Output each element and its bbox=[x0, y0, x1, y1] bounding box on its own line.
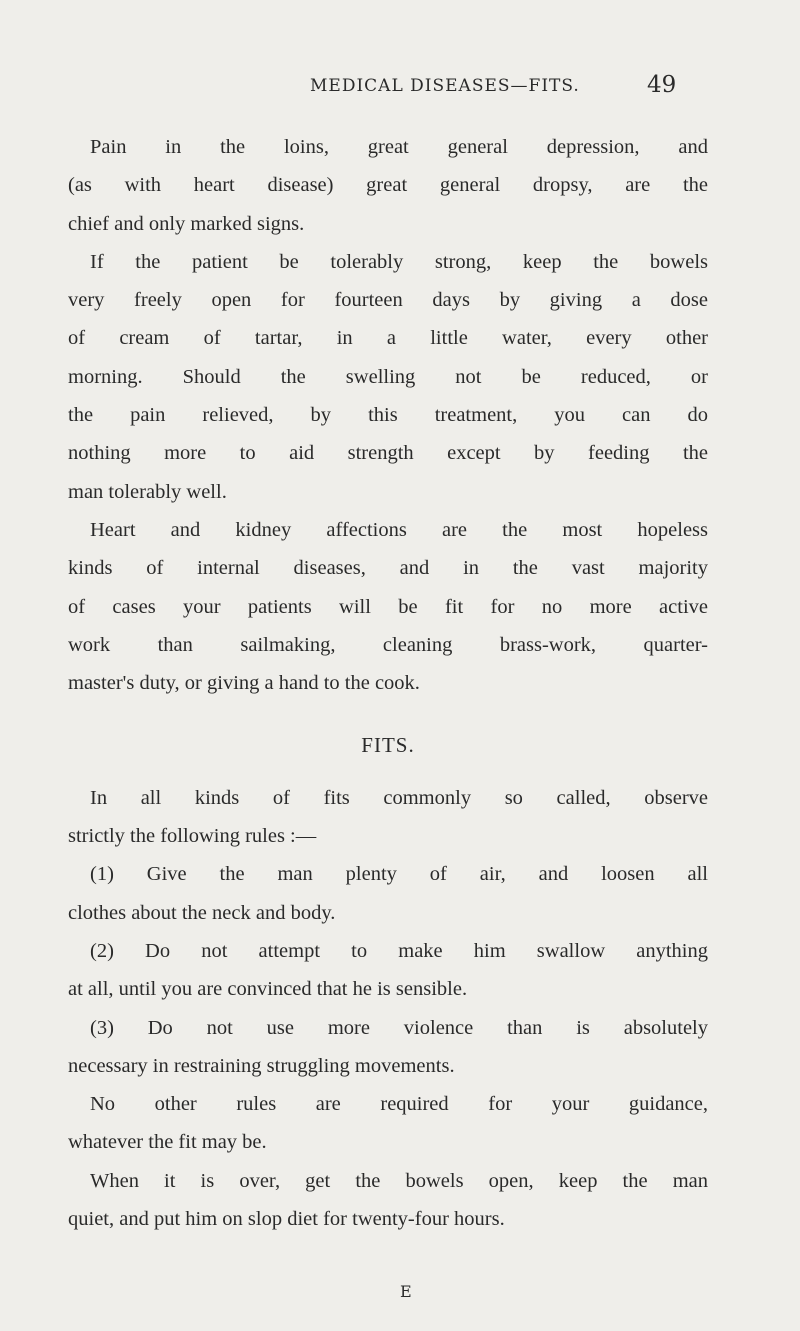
text-line: (as with heart disease) great general dropsy, are the bbox=[68, 174, 708, 197]
paragraph bbox=[68, 1162, 708, 1239]
text-line: morning. Should the swelling not be reduced, or bbox=[68, 365, 708, 388]
text-line: of cream of tartar, in a little water, every other bbox=[68, 327, 708, 350]
text-line: work than sailmaking, cleaning brass-work, quarter- bbox=[68, 633, 708, 656]
text-line: Heart and kidney affections are the most hopeless bbox=[90, 518, 708, 541]
paragraph bbox=[68, 1009, 708, 1086]
paragraph bbox=[68, 243, 708, 511]
text-line: necessary in restraining struggling movements. bbox=[68, 1054, 455, 1077]
paragraph-group-intro bbox=[68, 128, 708, 702]
body-text bbox=[68, 128, 708, 1238]
text-line: master's duty, or giving a hand to the cook. bbox=[68, 672, 420, 695]
text-line: Pain in the loins, great general depression, and bbox=[90, 136, 708, 158]
text-line: When it is over, get the bowels open, keep the man bbox=[90, 1169, 708, 1192]
text-line: very freely open for fourteen days by giving a dose bbox=[68, 289, 708, 312]
text-line: clothes about the neck and body. bbox=[68, 901, 336, 924]
text-line: whatever the fit may be. bbox=[68, 1131, 267, 1154]
text-line: In all kinds of fits commonly so called, observe bbox=[90, 786, 708, 809]
text-line: nothing more to aid strength except by feeding the bbox=[68, 442, 708, 465]
section-heading: FITS. bbox=[361, 733, 415, 758]
signature-mark: E bbox=[400, 1282, 412, 1301]
text-line: chief and only marked signs. bbox=[68, 212, 305, 235]
page-number: 49 bbox=[647, 72, 677, 98]
text-line: No other rules are required for your guidance, bbox=[90, 1093, 708, 1116]
text-line: at all, until you are convinced that he is sensible. bbox=[68, 978, 468, 1001]
paragraph-group-fits bbox=[68, 779, 708, 1239]
text-line: If the patient be tolerably strong, keep the bowels bbox=[90, 250, 708, 273]
text-line: of cases your patients will be fit for no more active bbox=[68, 595, 708, 618]
paragraph bbox=[68, 128, 708, 243]
text-line: (3) Do not use more violence than is absolutely bbox=[90, 1016, 708, 1039]
text-line: (1) Give the man plenty of air, and loosen all bbox=[90, 863, 708, 886]
text-line: (2) Do not attempt to make him swallow anything bbox=[90, 939, 708, 962]
running-head: MEDICAL DISEASES—FITS. bbox=[310, 76, 580, 96]
text-line: strictly the following rules :— bbox=[68, 825, 317, 848]
paragraph bbox=[68, 932, 708, 1009]
paragraph bbox=[68, 855, 708, 932]
paragraph bbox=[68, 511, 708, 702]
text-line: quiet, and put him on slop diet for twenty-four hours. bbox=[68, 1208, 505, 1231]
paragraph bbox=[68, 779, 708, 856]
text-line: the pain relieved, by this treatment, you can do bbox=[68, 404, 708, 427]
text-line: man tolerably well. bbox=[68, 480, 227, 503]
paragraph bbox=[68, 1085, 708, 1162]
text-line: kinds of internal diseases, and in the vast majority bbox=[68, 557, 708, 580]
